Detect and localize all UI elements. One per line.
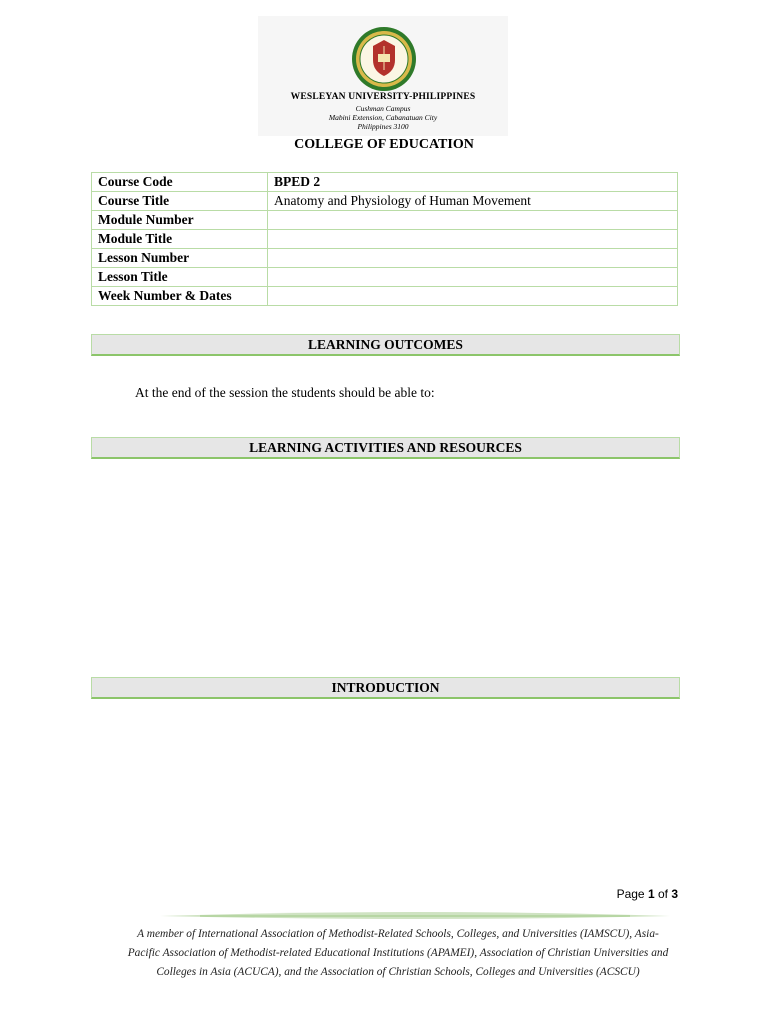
row-value xyxy=(268,211,678,230)
learning-activities-heading: LEARNING ACTIVITIES AND RESOURCES xyxy=(91,437,680,459)
table-row xyxy=(92,192,678,211)
university-seal-icon xyxy=(351,26,417,92)
campus-country: Philippines 3100 xyxy=(357,122,409,131)
row-label: Module Number xyxy=(92,211,268,230)
table-row xyxy=(92,230,678,249)
university-name: WESLEYAN UNIVERSITY-PHILIPPINES xyxy=(290,92,476,102)
table-row xyxy=(92,287,678,306)
introduction-heading: INTRODUCTION xyxy=(91,677,680,699)
row-label: Week Number & Dates xyxy=(92,287,268,306)
campus-address: Mabini Extension, Cabanatuan City xyxy=(328,113,438,122)
campus-name: Cushman Campus xyxy=(355,104,411,113)
row-label: Course Code xyxy=(92,173,268,192)
page-number xyxy=(617,887,678,901)
row-value: BPED 2 xyxy=(268,173,678,192)
footer-membership-text xyxy=(108,925,688,982)
page-of: of xyxy=(654,887,672,901)
row-label: Lesson Title xyxy=(92,268,268,287)
table-row xyxy=(92,211,678,230)
footer-line: Pacific Association of Methodist-related Educational Institutions (APAMEI), Association of Christian Universities and xyxy=(127,947,669,959)
page-total: 3 xyxy=(671,887,678,901)
footer-line: Colleges in Asia (ACUCA), and the Association of Christian Schools, Colleges and Universities (ACSCU) xyxy=(156,966,640,978)
learning-outcomes-text: At the end of the session the students should be able to: xyxy=(135,385,435,400)
row-label: Course Title xyxy=(92,192,268,211)
page-prefix: Page xyxy=(616,887,648,901)
row-value xyxy=(268,287,678,306)
row-label: Module Title xyxy=(92,230,268,249)
row-label: Lesson Number xyxy=(92,249,268,268)
footer-line: A member of International Association of Methodist-Related Schools, Colleges, and Universities (IAMSCU), Asia- xyxy=(137,928,659,940)
table-row xyxy=(92,268,678,287)
course-info-table xyxy=(91,172,678,306)
row-value xyxy=(268,249,678,268)
learning-outcomes-heading: LEARNING OUTCOMES xyxy=(91,334,680,356)
row-value xyxy=(268,230,678,249)
table-row xyxy=(92,173,678,192)
table-row xyxy=(92,249,678,268)
row-value xyxy=(268,268,678,287)
page-current: 1 xyxy=(647,887,655,901)
footer-divider xyxy=(160,910,670,922)
row-value: Anatomy and Physiology of Human Movement xyxy=(268,192,678,211)
college-title: COLLEGE OF EDUCATION xyxy=(294,137,474,152)
